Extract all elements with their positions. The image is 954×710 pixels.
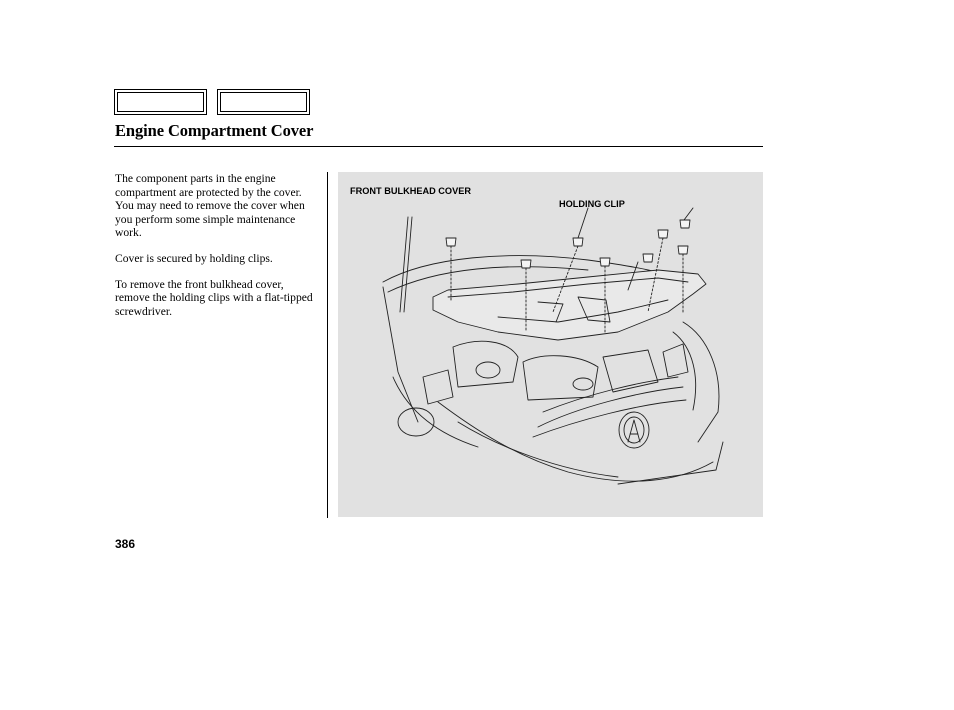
page-title: Engine Compartment Cover [115,121,314,140]
holding-clip-label: HOLDING CLIP [559,199,625,209]
title-divider [114,146,763,147]
paragraph-removal: To remove the front bulkhead cover, remove the holding clips with a flat-tipped screwdriver. [115,277,313,318]
body-text-column [115,172,320,330]
paragraph-clips: Cover is secured by holding clips. [115,251,273,265]
engine-cover-illustration [338,172,763,517]
front-bulkhead-cover-label: FRONT BULKHEAD COVER [350,186,471,196]
paragraph-intro: The component parts in the engine compartment are protected by the cover. You may need to remove the cover when you perform some simple maintenance work. [115,172,305,240]
column-divider [327,172,328,518]
nav-tab-box-left[interactable] [114,89,207,115]
nav-tab-box-right[interactable] [217,89,310,115]
page-number: 386 [115,537,136,551]
engine-bay-drawing [338,172,763,517]
